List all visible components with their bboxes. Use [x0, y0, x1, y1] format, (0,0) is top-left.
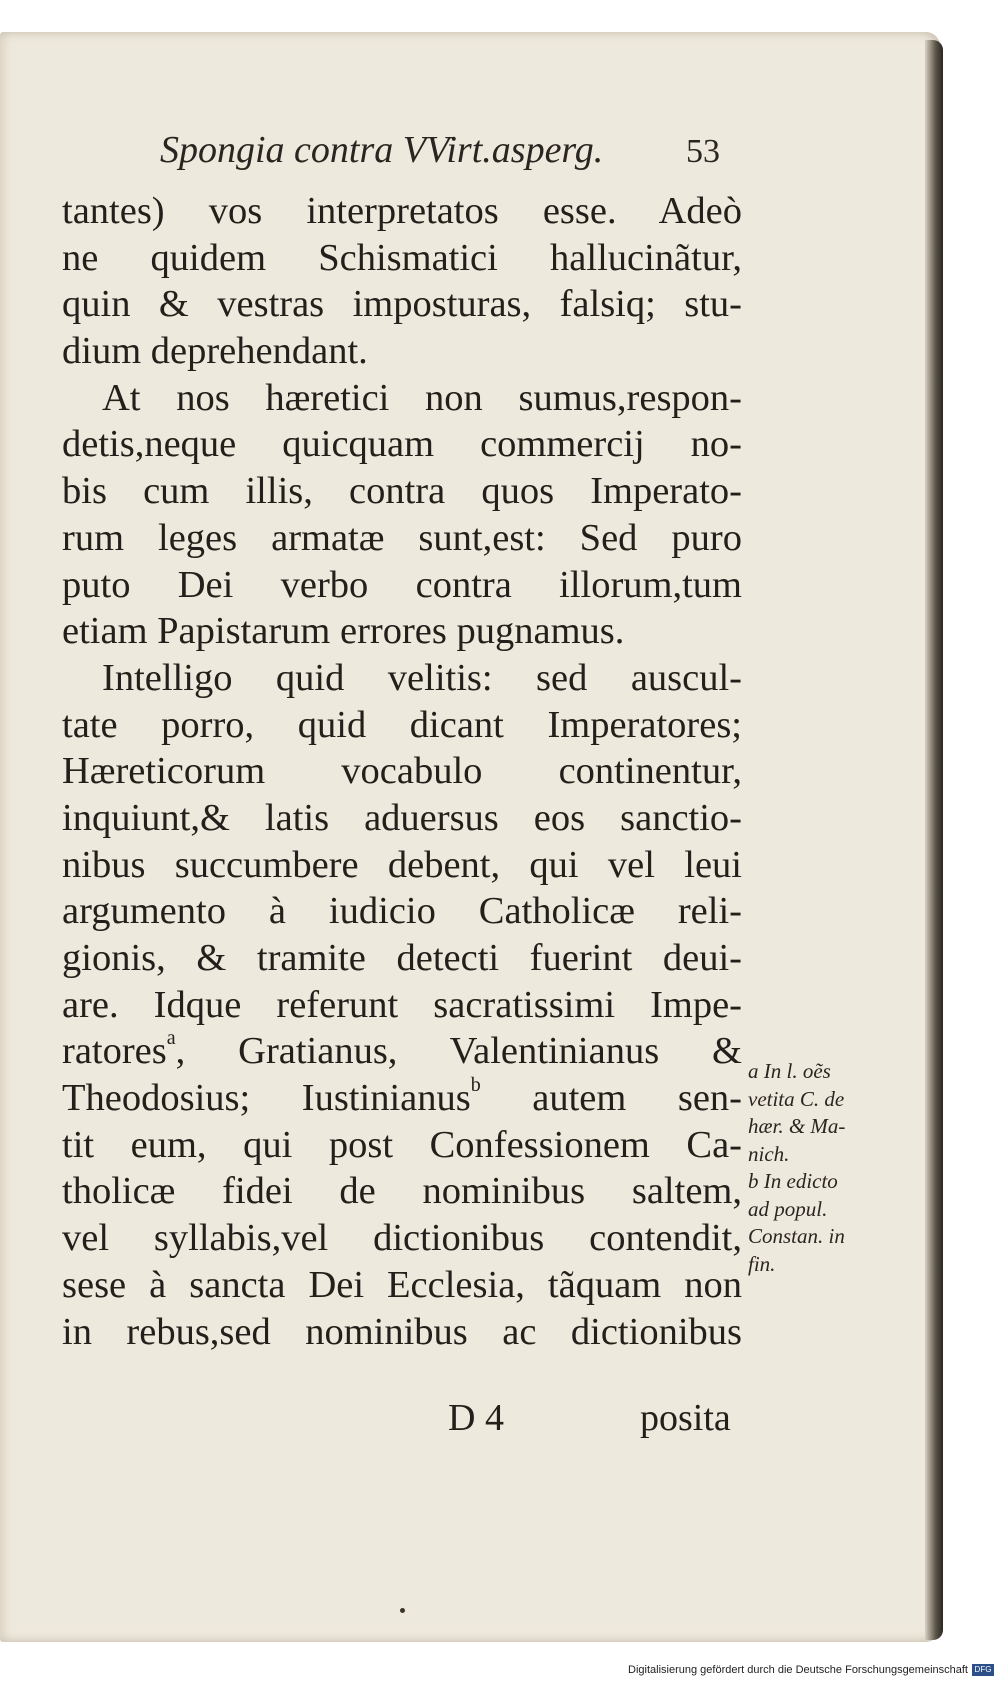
text-line: tate porro, quid dicant Imperatores; [62, 703, 742, 746]
dfg-logo-icon: DFG [972, 1664, 994, 1676]
text-line: ne quidem Schismatici hallucinãtur, [62, 236, 742, 279]
marginal-note-line: vetita C. de [748, 1086, 845, 1111]
text-segment: autem sen- [480, 1077, 742, 1120]
text-segment: ratores [62, 1030, 167, 1073]
marginal-note-line: ad popul. [748, 1196, 828, 1221]
text-line: detis,neque quicquam commercij no- [62, 423, 742, 466]
text-segment: Theodosius; Iustinianus [62, 1077, 471, 1120]
marginal-note-line: Constan. in [748, 1224, 845, 1248]
text-line: etiam Papistarum errores pugnamus. [62, 610, 625, 653]
running-head-title: Spongia contra VVirt.asperg. [160, 129, 604, 171]
text-line: Hæreticorum vocabulo continentur, [62, 750, 742, 793]
paragraph-start-line: At nos hæretici non sumus,respon- [102, 376, 742, 419]
text-line: are. Idque referunt sacratissimi Impe- [62, 983, 742, 1026]
credit-text: Digitalisierung gefördert durch die Deutsche Forschungsgemeinschaft [628, 1664, 968, 1676]
text-line: tantes) vos interpretatos esse. Adeò [62, 190, 742, 232]
text-line: rum leges armatæ sunt,est: Sed puro [62, 516, 742, 559]
text-line: puto Dei verbo contra illorum,tum [62, 563, 742, 606]
page-number: 53 [686, 133, 720, 170]
digitization-credit [628, 1664, 994, 1676]
text-line: sese à sancta Dei Ecclesia, tãquam non [62, 1263, 742, 1306]
text-line-with-footnote [62, 1075, 742, 1122]
text-line: inquiunt,& latis aduersus eos sanctio- [62, 796, 742, 839]
footnote-marker-b: b [470, 1075, 481, 1097]
marginal-note-line: b In edicto [748, 1169, 838, 1193]
text-line: quin & vestras imposturas, falsiq; stu- [62, 283, 742, 326]
marginal-note-line: hær. & Ma- [748, 1114, 846, 1138]
text-line: argumento à iudicio Catholicæ reli- [62, 890, 742, 933]
text-line: tit eum, qui post Confessionem Ca- [62, 1123, 742, 1166]
text-line: nibus succumbere debent, qui vel leui [62, 843, 742, 886]
text-line: bis cum illis, contra quos Imperato- [62, 470, 742, 513]
footnote-marker-a: a [166, 1028, 176, 1050]
marginal-note-line: fin. [748, 1251, 776, 1276]
signature-mark: D 4 [448, 1397, 504, 1439]
body-text [62, 188, 742, 1355]
text-line: gionis, & tramite detecti fuerint deui- [62, 937, 742, 979]
ink-speck [400, 1608, 405, 1613]
text-line: tholicæ fidei de nominibus saltem, [62, 1170, 742, 1213]
text-line: vel syllabis,vel dictionibus contendit, [62, 1217, 742, 1260]
text-line: in rebus,sed nominibus ac dictionibus [62, 1310, 742, 1353]
running-head [160, 128, 720, 172]
text-line: dium deprehendant. [62, 330, 368, 373]
paragraph-start-line: Intelligo quid velitis: sed auscul- [102, 656, 742, 699]
text-segment: , Gratianus, Valentinianus & [175, 1030, 742, 1073]
page-edge [925, 40, 943, 1640]
marginal-note-line: nich. [748, 1141, 790, 1166]
marginal-notes [748, 1058, 898, 1278]
catchword: posita [640, 1397, 731, 1439]
marginal-note-line: a In l. oẽs [748, 1059, 831, 1083]
text-line-with-footnote [62, 1028, 742, 1075]
